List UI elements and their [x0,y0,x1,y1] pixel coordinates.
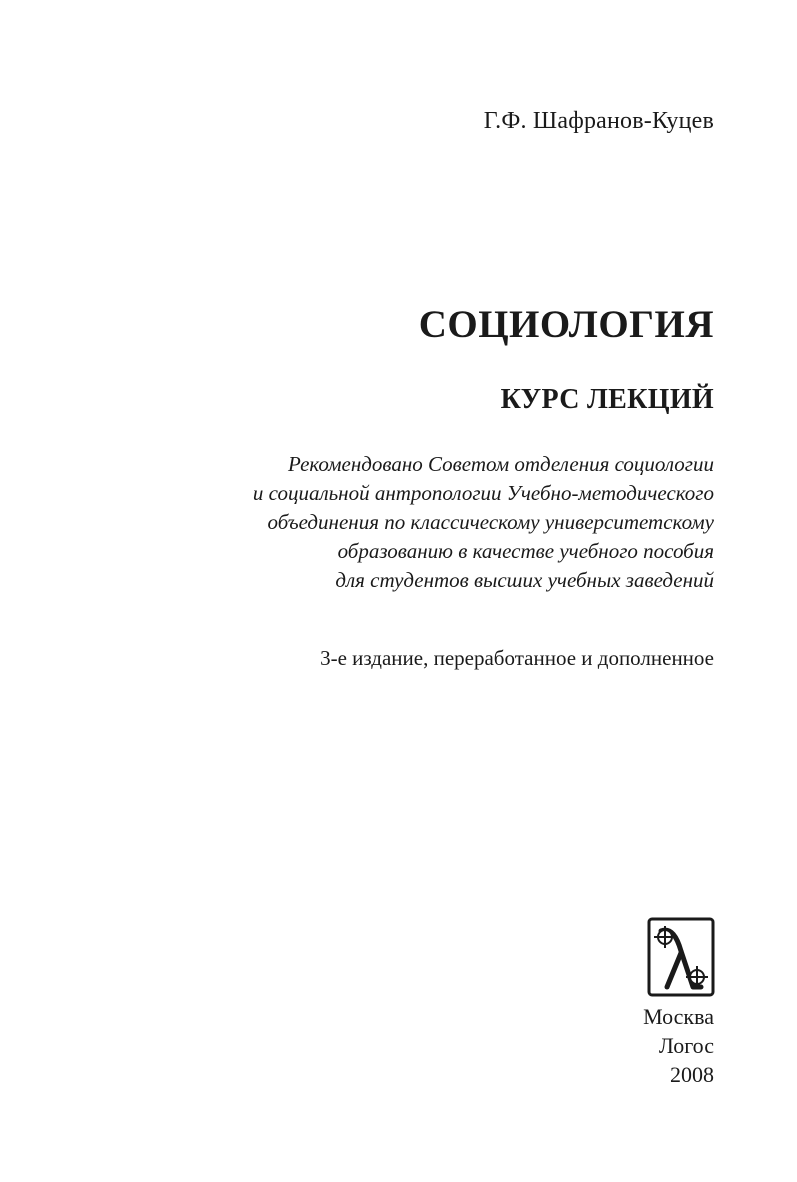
book-subtitle: КУРС ЛЕКЦИЙ [500,384,714,415]
imprint [643,1002,714,1089]
recommendation-line: и социальной антропологии Учебно-методического [252,481,714,505]
publisher-logo-icon [647,917,715,997]
recommendation-line: образованию в качестве учебного пособия [337,539,714,563]
imprint-year: 2008 [670,1062,714,1087]
imprint-city: Москва [643,1004,714,1029]
edition-info: 3-е издание, переработанное и дополненное [320,646,714,670]
recommendation-line: объединения по классическому университетскому [267,510,714,534]
book-title: СОЦИОЛОГИЯ [418,303,714,346]
recommendation-line: Рекомендовано Советом отделения социологии [288,452,714,476]
author-name: Г.Ф. Шафранов-Куцев [483,108,714,134]
recommendation-note [253,450,714,595]
recommendation-line: для студентов высших учебных заведений [335,568,714,592]
imprint-publisher: Логос [658,1033,714,1058]
